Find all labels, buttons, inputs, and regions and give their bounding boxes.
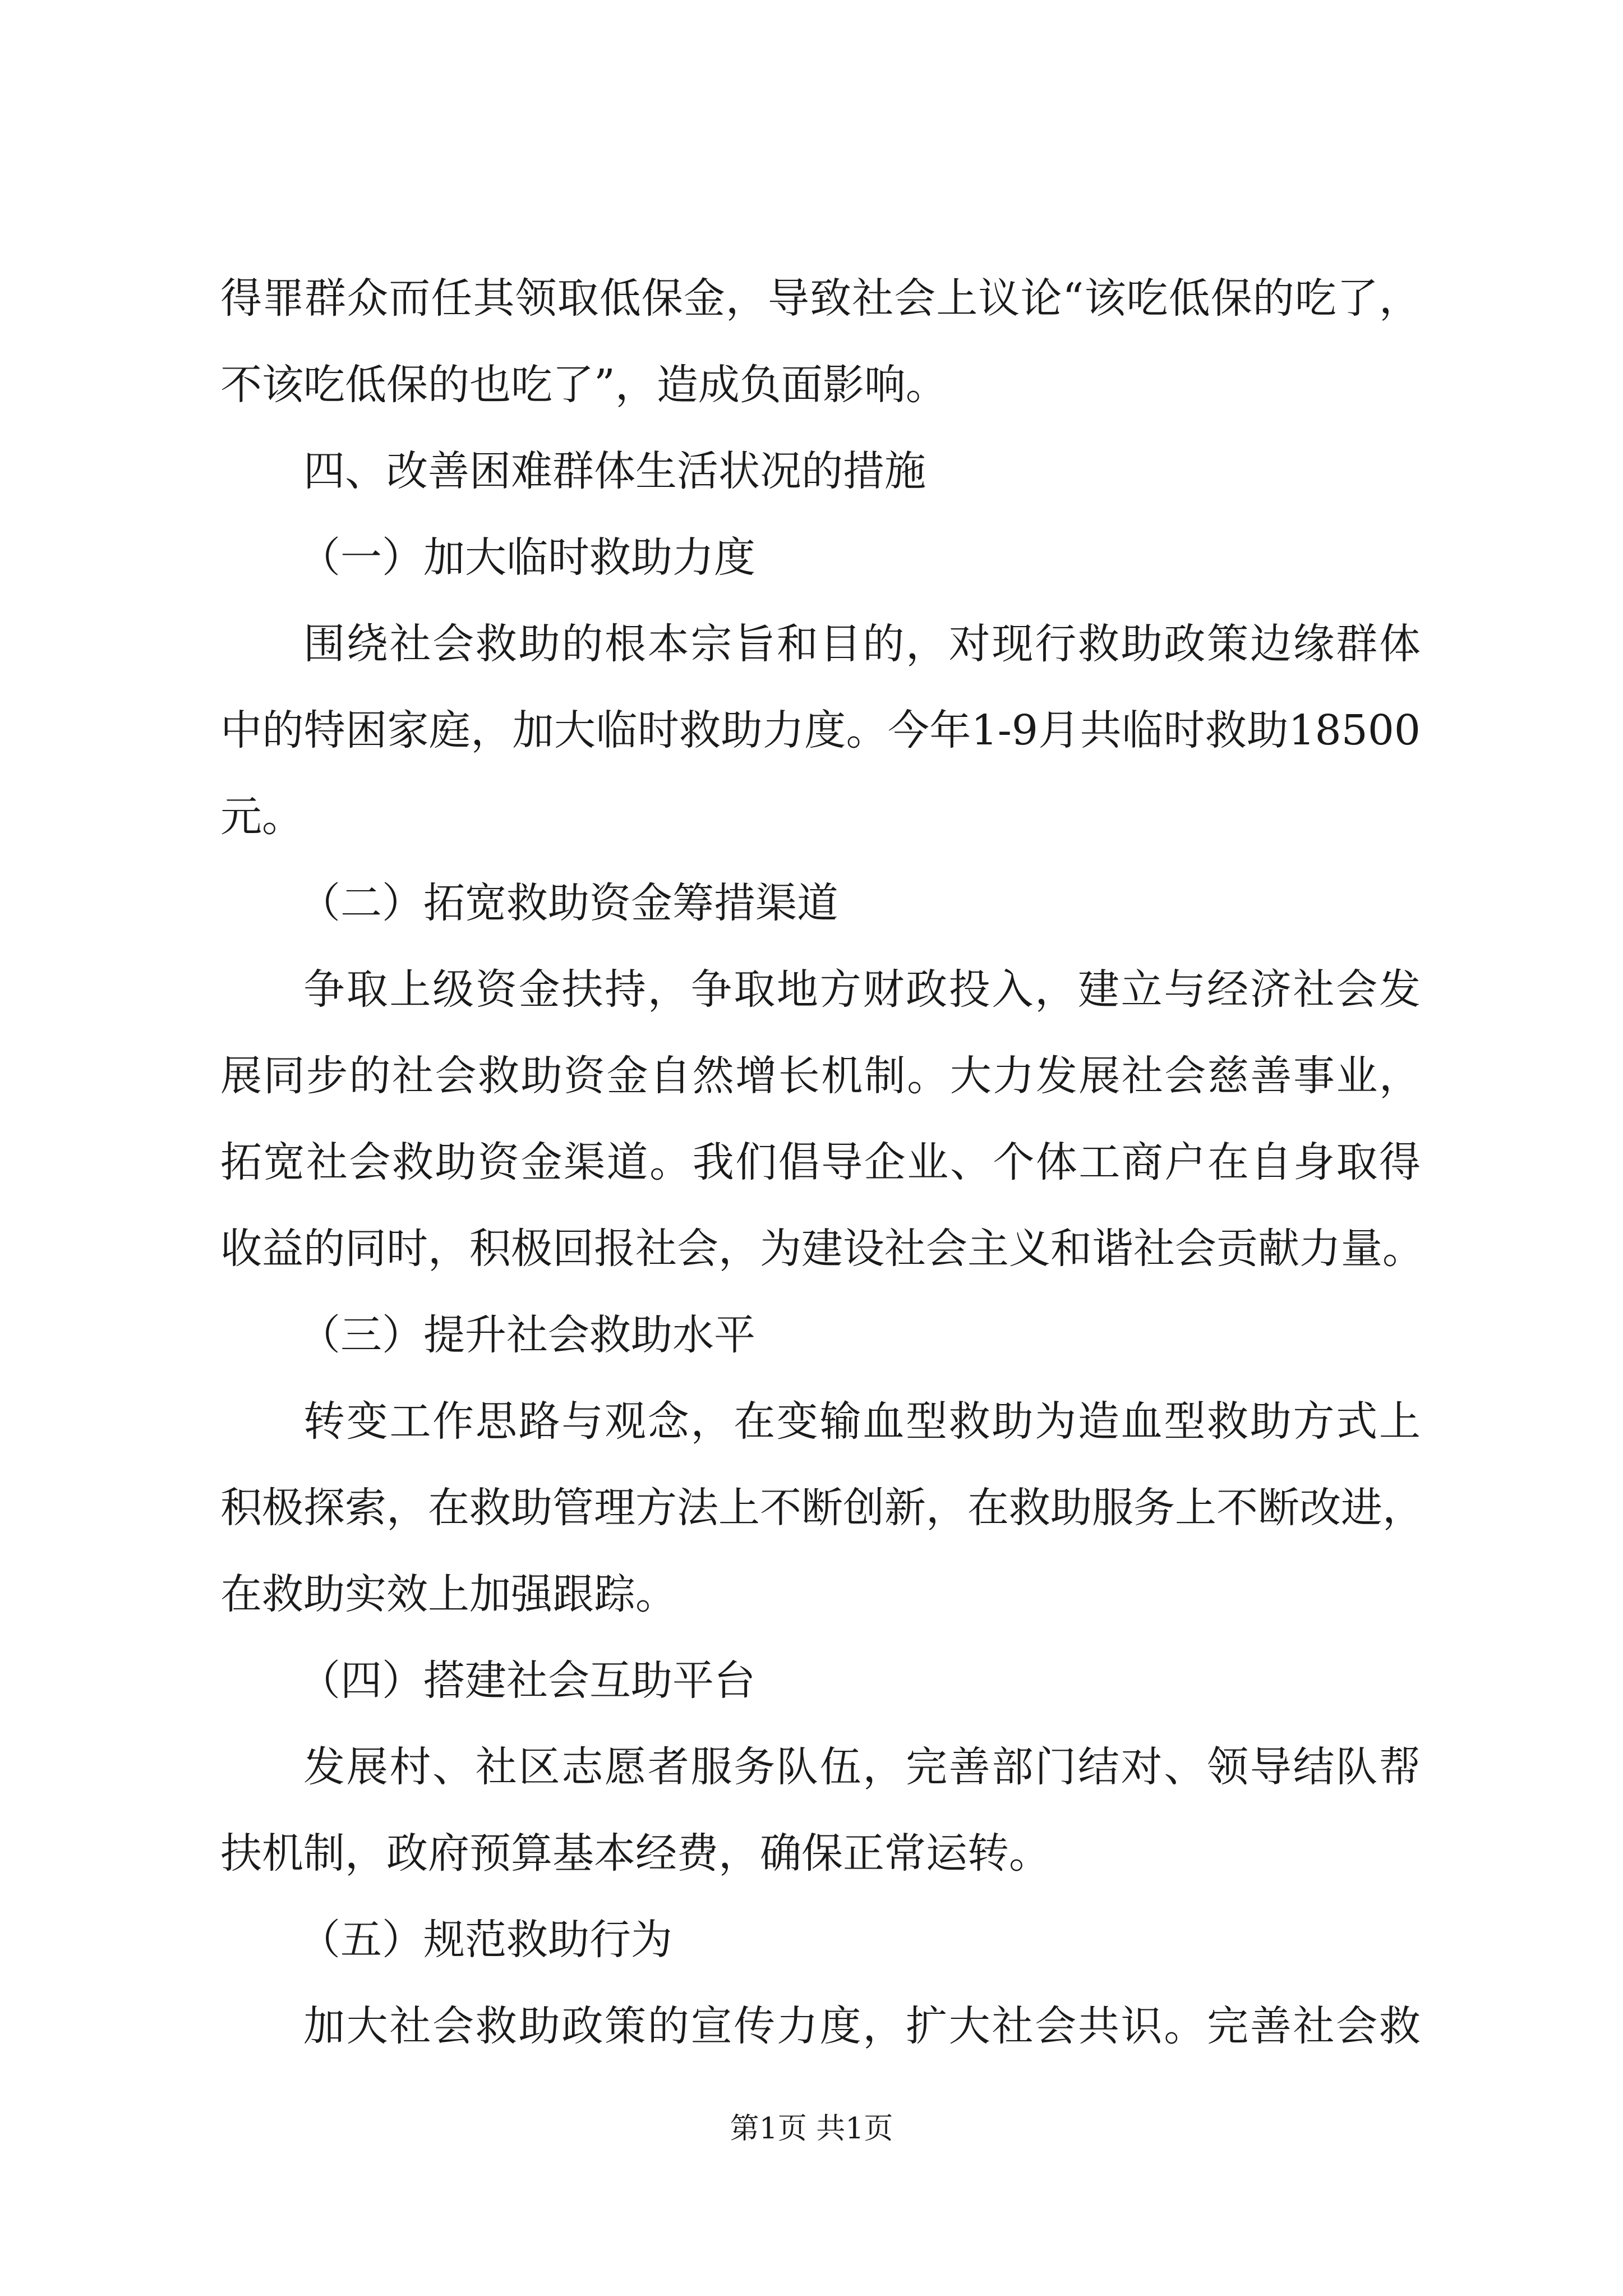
body-line: 元。: [220, 793, 303, 841]
sub-heading: （三）提升社会救助水平: [299, 1311, 755, 1359]
body-line: 拓宽社会救助资金渠道。我们倡导企业、个体工商户在自身取得: [220, 1138, 1421, 1186]
body-line: 发展村、社区志愿者服务队伍，完善部门结对、领导结队帮: [303, 1743, 1421, 1791]
body-line: 转变工作思路与观念，在变输血型救助为造血型救助方式上: [303, 1397, 1421, 1446]
body-line: 不该吃低保的也吃了”，造成负面影响。: [220, 361, 947, 409]
body-line: 扶机制，政府预算基本经费，确保正常运转。: [220, 1829, 1050, 1878]
body-line: 围绕社会救助的根本宗旨和目的，对现行救助政策边缘群体: [303, 620, 1421, 668]
sub-heading: （二）拓宽救助资金筹措渠道: [299, 879, 838, 927]
sub-heading: （一）加大临时救助力度: [299, 533, 755, 582]
document-body: [220, 255, 1424, 2069]
body-line: 在救助实效上加强跟踪。: [220, 1570, 677, 1618]
body-line: 中的特困家庭，加大临时救助力度。今年1-9月共临时救助18500: [220, 706, 1421, 754]
body-line: 展同步的社会救助资金自然增长机制。大力发展社会慈善事业，: [220, 1052, 1421, 1100]
body-line: 得罪群众而任其领取低保金，导致社会上议论“该吃低保的吃了，: [220, 274, 1421, 323]
page-number-footer: 第1页 共1页: [730, 2112, 893, 2146]
body-line: 积极探索，在救助管理方法上不断创新，在救助服务上不断改进，: [220, 1484, 1424, 1532]
body-line: 加大社会救助政策的宣传力度，扩大社会共识。完善社会救: [303, 2002, 1421, 2050]
section-heading: 四、改善困难群体生活状况的措施: [303, 447, 926, 495]
sub-heading: （五）规范救助行为: [299, 1916, 672, 1964]
body-line: 收益的同时，积极回报社会，为建设社会主义和谐社会贡献力量。: [220, 1225, 1424, 1273]
sub-heading: （四）搭建社会互助平台: [299, 1657, 755, 1705]
body-line: 争取上级资金扶持，争取地方财政投入，建立与经济社会发: [303, 965, 1421, 1014]
